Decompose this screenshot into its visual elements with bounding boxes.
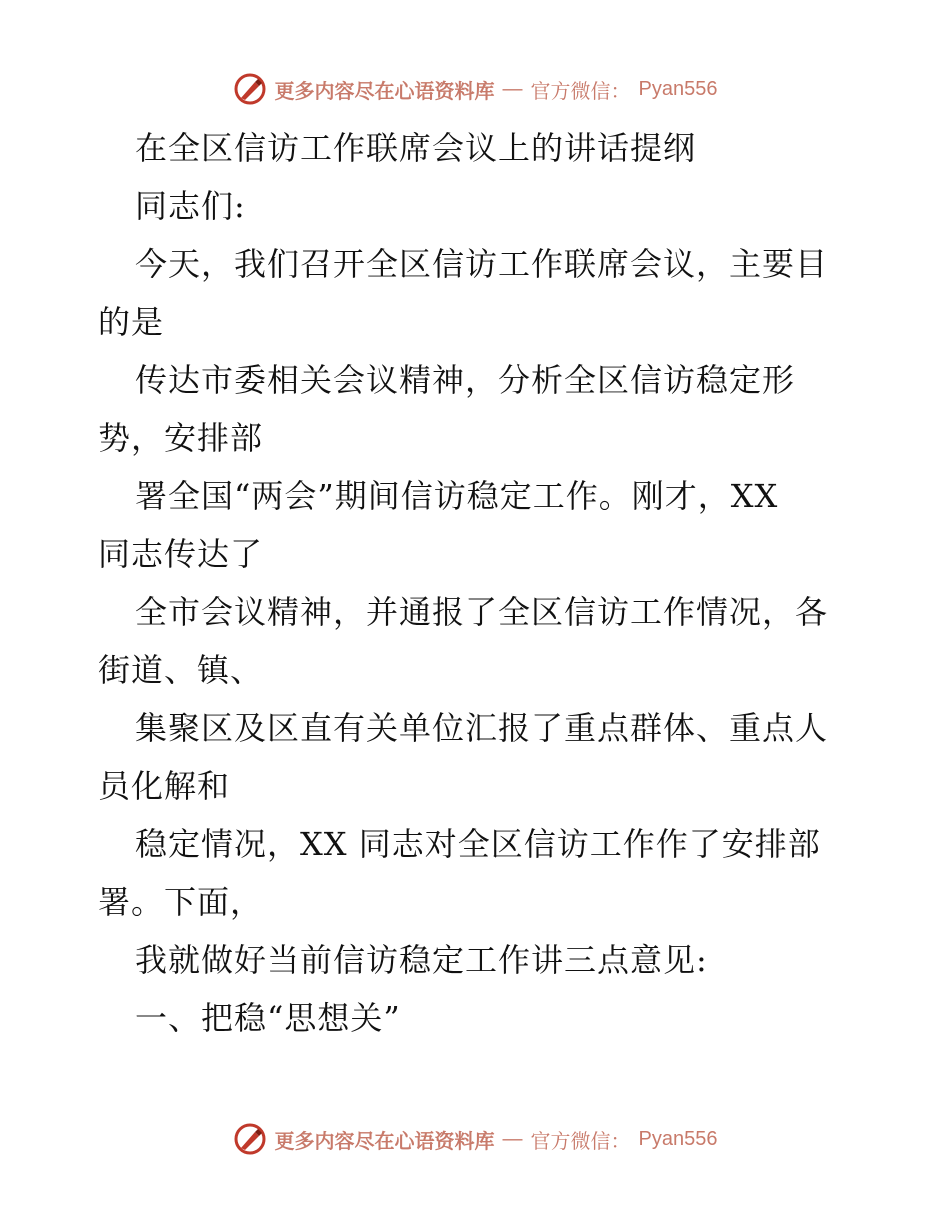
watermark-wechat-id: Pyan556	[638, 1127, 718, 1150]
paragraph-line: 署全国“两会”期间信访稳定工作。刚才，XX	[135, 477, 779, 515]
header-watermark	[0, 72, 950, 106]
paragraph-line: 街道、镇、	[98, 651, 264, 689]
paragraph-line: 署。下面，	[98, 883, 264, 921]
paragraph-line: 今天，我们召开全区信访工作联席会议，主要目	[135, 245, 829, 283]
salutation: 同志们:	[135, 187, 246, 225]
pen-logo-icon	[233, 72, 267, 106]
paragraph-line: 的是	[98, 303, 165, 341]
footer-watermark	[0, 1122, 950, 1156]
watermark-text: 更多内容尽在心语资料库	[274, 1128, 495, 1153]
section-heading: 一、把稳“思想关”	[135, 999, 401, 1037]
watermark-separator: —	[502, 77, 523, 100]
paragraph-line: 同志传达了	[98, 535, 264, 573]
paragraph-line: 稳定情况，XX 同志对全区信访工作作了安排部	[135, 825, 821, 863]
paragraph-line: 传达市委相关会议精神，分析全区信访稳定形	[135, 361, 796, 399]
watermark-wechat-label: 官方微信：	[530, 78, 631, 103]
paragraph-line: 势，安排部	[98, 419, 264, 457]
pen-logo-icon	[233, 1122, 267, 1156]
watermark-wechat-label: 官方微信：	[530, 1128, 631, 1153]
watermark-text: 更多内容尽在心语资料库	[274, 78, 495, 103]
watermark-separator: —	[502, 1127, 523, 1150]
watermark-wechat-id: Pyan556	[638, 77, 718, 100]
paragraph-line: 我就做好当前信访稳定工作讲三点意见:	[135, 941, 708, 979]
paragraph-line: 集聚区及区直有关单位汇报了重点群体、重点人	[135, 709, 829, 747]
paragraph-line: 全市会议精神，并通报了全区信访工作情况，各	[135, 593, 829, 631]
document-title: 在全区信访工作联席会议上的讲话提纲	[135, 129, 697, 167]
paragraph-line: 员化解和	[98, 767, 231, 805]
